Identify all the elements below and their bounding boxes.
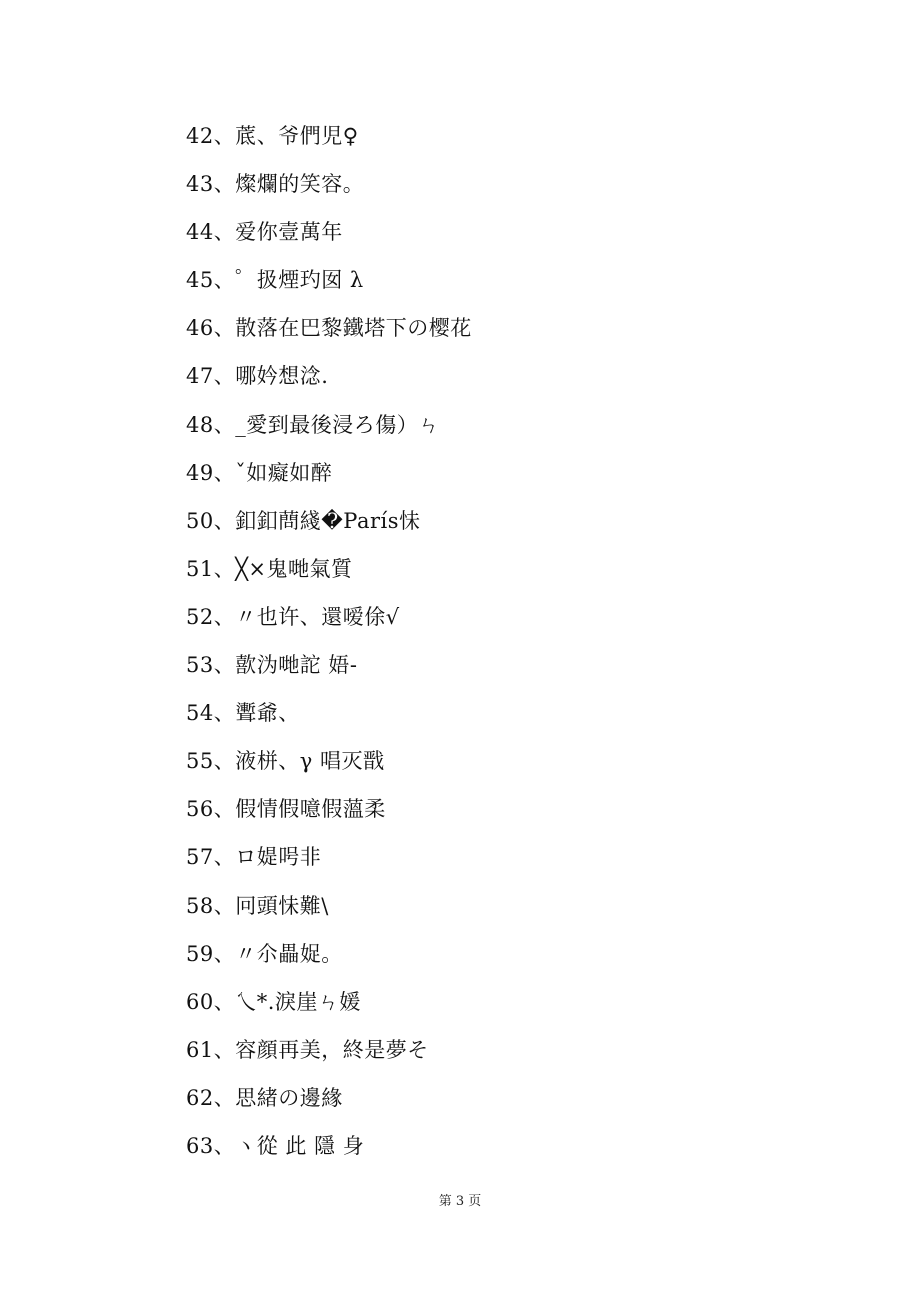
list-item: 47、哪妗想淰. bbox=[186, 364, 329, 389]
list-item: 52、〃也许、還嗳俆√ bbox=[186, 604, 400, 629]
numbered-list bbox=[186, 114, 472, 1172]
list-item: 61、容顔再美，終是夢そ bbox=[186, 1037, 429, 1062]
page-number: 第 3 页 bbox=[438, 1194, 482, 1209]
list-item: 58、冋頭怽難\ bbox=[186, 893, 329, 918]
list-item: 63、ヽ從 此 隱 身 bbox=[186, 1133, 365, 1158]
list-item: 53、歖沩哋詑 娪- bbox=[186, 653, 358, 678]
list-item: 49、ˇ如癡如醉 bbox=[186, 460, 333, 485]
list-item: 56、假情假噫假薀柔 bbox=[186, 797, 386, 822]
list-item: 50、釦釦蔄綫�París怽 bbox=[186, 508, 421, 533]
list-item: 46、散落在巴黎鐵塔下の樱花 bbox=[186, 316, 472, 341]
list-item: 42、菧、爷們児♀ bbox=[186, 124, 359, 148]
list-item: 51、╳×鬼哋氣質 bbox=[186, 556, 353, 581]
list-item: 43、燦爛的笑容。 bbox=[186, 172, 365, 197]
list-item: 55、液栟、γ 唱灭戬 bbox=[186, 749, 385, 774]
list-item: 54、聻爺、 bbox=[186, 701, 300, 726]
list-item: 45、゜扱煙玓囡 λ bbox=[186, 268, 364, 293]
list-item: 48、_愛到最後浸ろ傷）ㄣ bbox=[186, 412, 440, 437]
list-item: 59、〃尒畾娖。 bbox=[186, 941, 343, 966]
list-item: 62、思緒の邊緣 bbox=[186, 1085, 343, 1110]
list-item: 60、乀*.淚崖ㄣ媛 bbox=[186, 989, 361, 1014]
list-item: 57、ロ媞呺非 bbox=[186, 845, 322, 870]
list-item: 44、爱你壹萬年 bbox=[186, 220, 343, 245]
